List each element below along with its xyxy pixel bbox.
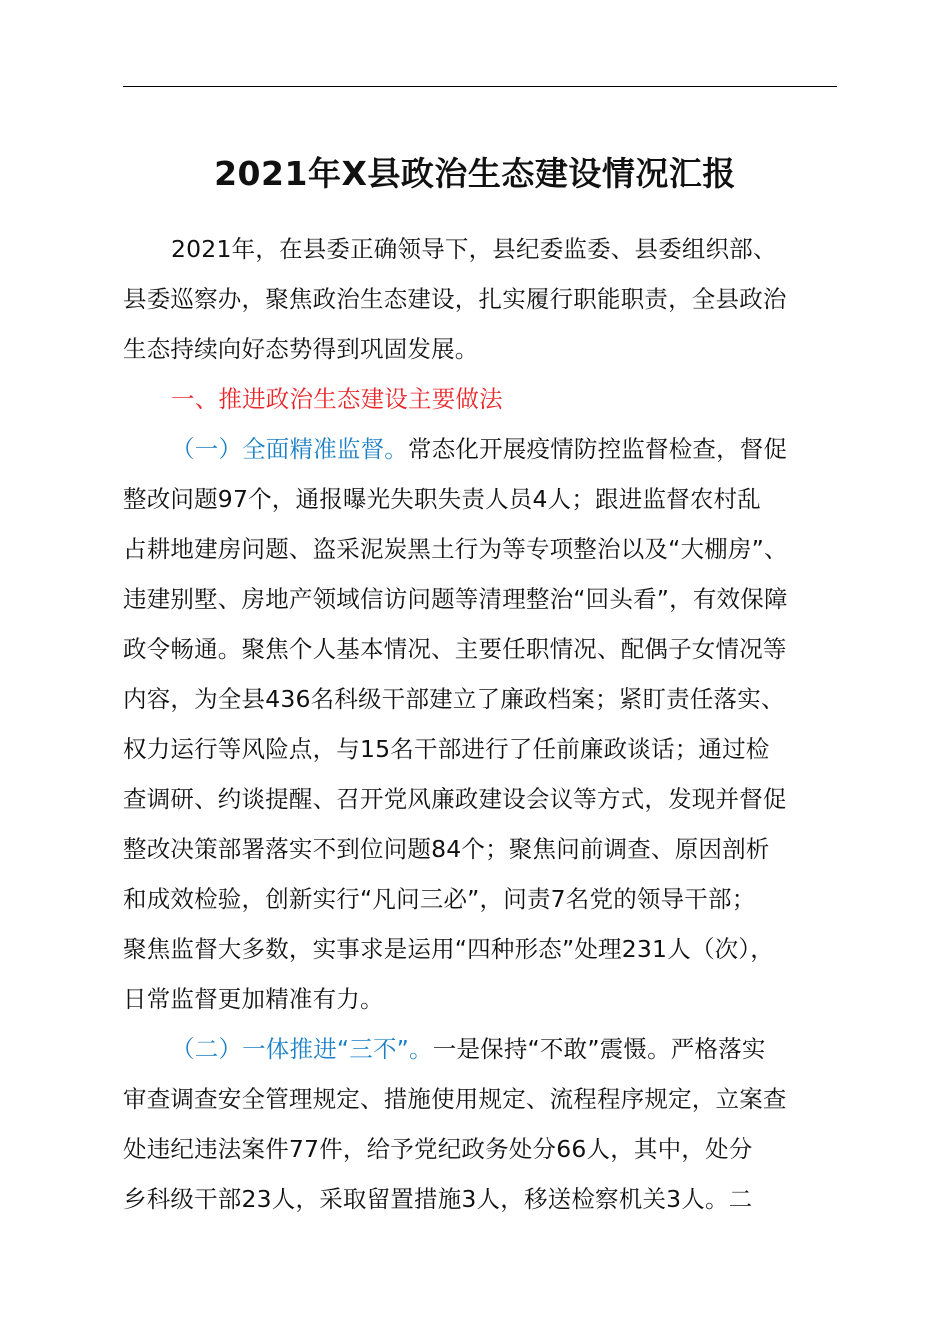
item1-line: 整改决策部署落实不到位问题84个；聚焦问前调查、原因剖析 [123, 835, 770, 863]
document-body [123, 224, 837, 1224]
intro-line: 2021年，在县委正确领导下，县纪委监委、县委组织部、 [171, 235, 777, 263]
item2-line: 审查调查安全管理规定、措施使用规定、流程程序规定，立案查 [123, 1085, 787, 1113]
item1-line: 聚焦监督大多数，实事求是运用“四种形态”处理231人（次）， [123, 935, 774, 963]
item2-first-line [123, 1024, 837, 1074]
item2-line: 乡科级干部23人，采取留置措施3人，移送检察机关3人。二 [123, 1185, 753, 1213]
item2-heading: （二）一体推进“三不”。 [171, 1035, 433, 1063]
item1-line: 权力运行等风险点，与15名干部进行了任前廉政谈话；通过检 [123, 735, 770, 763]
item1-line: 和成效检验，创新实行“凡问三必”，问责7名党的领导干部； [123, 885, 756, 913]
item1-heading: （一）全面精准监督。 [171, 435, 408, 463]
item1-line: 整改问题97个，通报曝光失职失责人员4人；跟进监督农村乱 [123, 485, 761, 513]
item1-line: 内容，为全县436名科级干部建立了廉政档案；紧盯责任落实、 [123, 685, 785, 713]
intro-line: 县委巡察办，聚焦政治生态建设，扎实履行职能职责，全县政治 [123, 285, 787, 313]
header-rule [123, 86, 837, 87]
item1-first-line [123, 424, 837, 474]
item1-line: 政令畅通。聚焦个人基本情况、主要任职情况、配偶子女情况等 [123, 635, 787, 663]
item1-line: 查调研、约谈提醒、召开党风廉政建设会议等方式，发现并督促 [123, 785, 787, 813]
item2-first-line-text: 一是保持“不敢”震慑。严格落实 [432, 1035, 766, 1063]
item1-line: 占耕地建房问题、盗采泥炭黑土行为等专项整治以及“大棚房”、 [123, 535, 788, 563]
item1-first-line-text: 常态化开展疫情防控监督检查，督促 [408, 435, 788, 463]
intro-line: 生态持续向好态势得到巩固发展。 [123, 335, 479, 363]
document-title: 2021年X县政治生态建设情况汇报 [214, 154, 736, 193]
item1-line: 日常监督更加精准有力。 [123, 985, 384, 1013]
item1-line: 违建别墅、房地产领域信访问题等清理整治“回头看”，有效保障 [123, 585, 788, 613]
item2-line: 处违纪违法案件77件，给予党纪政务处分66人，其中，处分 [123, 1135, 753, 1163]
section-heading-1: 一、推进政治生态建设主要做法 [171, 385, 503, 413]
